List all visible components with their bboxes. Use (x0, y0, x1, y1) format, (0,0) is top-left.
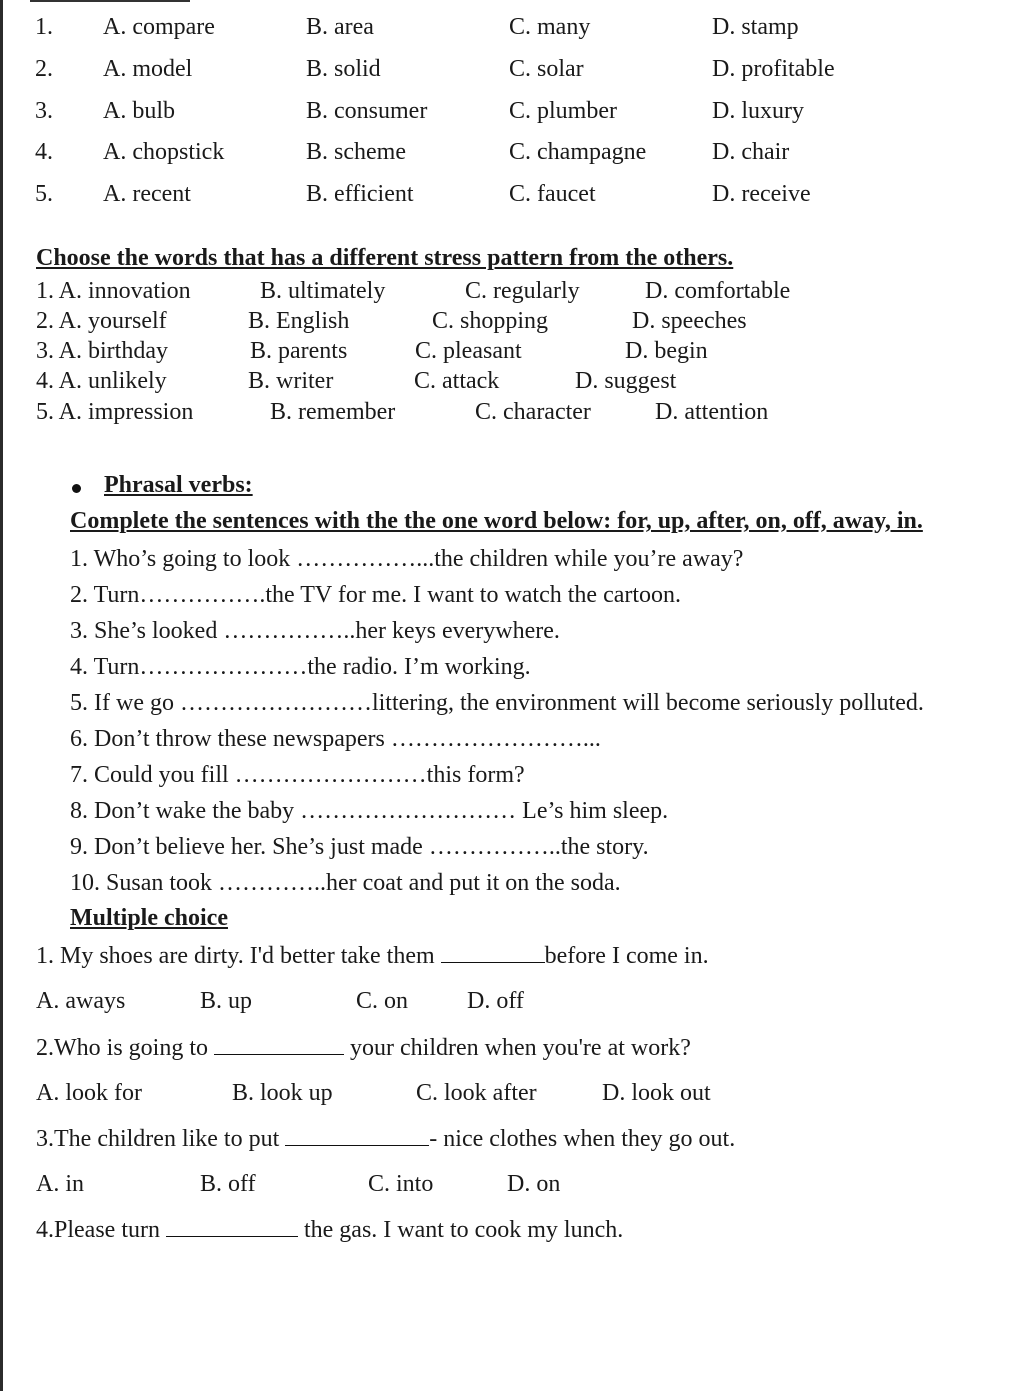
option-c: C. faucet (509, 181, 596, 207)
pron-num: 2. (35, 56, 53, 82)
stress-option-a: 4. A. unlikely (36, 368, 167, 394)
mc-question-2 (36, 1034, 691, 1062)
stress-option-a: 2. A. yourself (36, 308, 167, 334)
option-c: C. solar (509, 56, 584, 82)
answer-blank (441, 944, 545, 963)
mc-question-1 (36, 942, 709, 970)
stress-option-c: C. regularly (465, 278, 580, 304)
mc-options-2 (0, 1079, 1024, 1107)
multiple-choice-heading: Multiple choice (70, 905, 228, 931)
phrasal-sentence-4: 4. Turn…………………the radio. I’m working. (70, 654, 531, 680)
stress-option-a: 5. A. impression (36, 399, 194, 425)
phrasal-sentence-6: 6. Don’t throw these newspapers ……………………... (70, 726, 601, 752)
option-a: A. compare (103, 14, 215, 40)
stress-row-3 (0, 337, 1024, 365)
stress-option-a: 3. A. birthday (36, 338, 168, 364)
stress-row-4 (0, 367, 1024, 395)
phrasal-sentence-7: 7. Could you fill ……………………this form? (70, 762, 525, 788)
mc-question-4 (36, 1216, 623, 1244)
mc-question-text: 3.The children like to put (36, 1126, 286, 1152)
stress-option-b: B. parents (250, 338, 348, 364)
option-c: C. many (509, 14, 591, 40)
stress-option-d: D. begin (625, 338, 708, 364)
pron-row-5 (0, 180, 1024, 208)
mc-options-1 (0, 987, 1024, 1015)
mc-option-a: A. in (36, 1171, 84, 1197)
pron-num: 5. (35, 181, 53, 207)
option-c: C. plumber (509, 98, 617, 124)
phrasal-sentence-3: 3. She’s looked ……………..her keys everywhere. (70, 618, 560, 644)
mc-option-a: A. aways (36, 988, 126, 1014)
option-a: A. recent (103, 181, 191, 207)
stress-option-c: C. shopping (432, 308, 549, 334)
stress-option-c: C. pleasant (415, 338, 522, 364)
mc-question-text: the gas. I want to cook my lunch. (297, 1217, 624, 1243)
mc-question-text: your children when you're at work? (344, 1035, 691, 1061)
option-d: D. profitable (712, 56, 835, 82)
mc-question-text: - nice clothes when they go out. (429, 1126, 736, 1152)
pron-num: 3. (35, 98, 53, 124)
stress-row-5 (0, 398, 1024, 426)
answer-blank (285, 1127, 429, 1146)
mc-question-text: 4.Please turn (36, 1217, 166, 1243)
mc-option-c: C. on (356, 988, 409, 1014)
stress-option-d: D. comfortable (645, 278, 791, 304)
pron-num: 4. (35, 139, 53, 165)
answer-blank (166, 1218, 298, 1237)
pron-num: 1. (35, 14, 53, 40)
pron-row-4 (0, 138, 1024, 166)
phrasal-sentence-1: 1. Who’s going to look ……………...the children while you’re away? (70, 546, 744, 572)
phrasal-heading: Phrasal verbs: (104, 472, 253, 498)
mc-question-text: before I come in. (544, 943, 709, 969)
stress-option-c: C. character (475, 399, 591, 425)
mc-option-d: D. off (467, 988, 524, 1014)
stress-option-b: B. remember (270, 399, 396, 425)
mc-option-a: A. look for (36, 1080, 142, 1106)
stress-row-1 (0, 277, 1024, 305)
pron-row-2 (0, 55, 1024, 83)
mc-question-3 (36, 1125, 735, 1153)
stress-option-d: D. attention (655, 399, 769, 425)
pron-row-3 (0, 97, 1024, 125)
option-a: A. chopstick (103, 139, 225, 165)
stress-option-c: C. attack (414, 368, 500, 394)
option-b: B. solid (306, 56, 381, 82)
mc-option-d: D. look out (602, 1080, 711, 1106)
mc-option-c: C. into (368, 1171, 434, 1197)
top-rule (30, 0, 190, 2)
answer-blank (214, 1036, 344, 1055)
mc-option-b: B. up (200, 988, 253, 1014)
phrasal-instruction: Complete the sentences with the the one word below: for, up, after, on, off, away, in. (70, 508, 923, 534)
phrasal-sentence-8: 8. Don’t wake the baby ……………………… Le’s him sleep. (70, 798, 669, 824)
stress-option-d: D. speeches (632, 308, 747, 334)
option-d: D. luxury (712, 98, 804, 124)
option-a: A. model (103, 56, 193, 82)
option-a: A. bulb (103, 98, 175, 124)
phrasal-sentence-10: 10. Susan took …………..her coat and put it on the soda. (70, 870, 621, 896)
mc-options-3 (0, 1170, 1024, 1198)
stress-heading: Choose the words that has a different stress pattern from the others. (36, 245, 734, 271)
pron-row-1 (0, 13, 1024, 41)
mc-option-b: B. off (200, 1171, 256, 1197)
stress-option-d: D. suggest (575, 368, 677, 394)
option-d: D. chair (712, 139, 790, 165)
phrasal-sentence-5: 5. If we go ……………………littering, the environment will become seriously polluted. (70, 690, 924, 716)
stress-row-2 (0, 307, 1024, 335)
option-d: D. stamp (712, 14, 799, 40)
mc-option-b: B. look up (232, 1080, 333, 1106)
bullet-icon (72, 484, 81, 493)
option-b: B. consumer (306, 98, 428, 124)
option-d: D. receive (712, 181, 811, 207)
phrasal-sentence-9: 9. Don’t believe her. She’s just made ……………..the story. (70, 834, 649, 860)
option-b: B. efficient (306, 181, 414, 207)
mc-option-c: C. look after (416, 1080, 537, 1106)
mc-question-text: 2.Who is going to (36, 1035, 214, 1061)
mc-question-text: 1. My shoes are dirty. I'd better take them (36, 943, 441, 969)
option-b: B. scheme (306, 139, 406, 165)
mc-option-d: D. on (507, 1171, 561, 1197)
option-b: B. area (306, 14, 374, 40)
stress-option-b: B. writer (248, 368, 334, 394)
stress-option-b: B. ultimately (260, 278, 386, 304)
phrasal-sentence-2: 2. Turn…………….the TV for me. I want to watch the cartoon. (70, 582, 682, 608)
stress-option-b: B. English (248, 308, 350, 334)
option-c: C. champagne (509, 139, 647, 165)
stress-option-a: 1. A. innovation (36, 278, 191, 304)
